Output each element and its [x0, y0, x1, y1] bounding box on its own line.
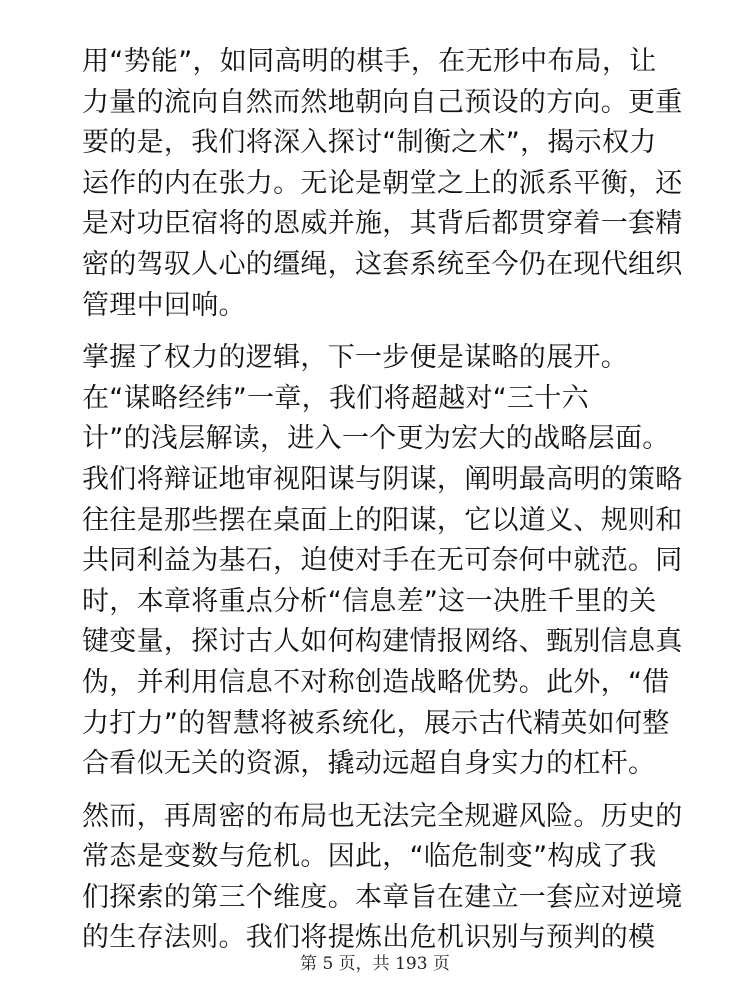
- text-line: 合看似无关的资源，撬动远超自身实力的杠杆。: [82, 748, 656, 780]
- paragraph-spacer: [82, 785, 682, 797]
- text-line: 力打力”的智慧将被系统化，展示古代精英如何整: [82, 707, 670, 739]
- paragraph-1: [82, 42, 682, 326]
- text-line: 们探索的第三个维度。本章旨在建立一套应对逆境: [82, 881, 683, 913]
- text-line: 伪，并利用信息不对称创造战略优势。此外，“借: [82, 666, 670, 698]
- text-line: 要的是，我们将深入探讨“制衡之术”，揭示权力: [82, 127, 657, 159]
- text-line: 运作的内在张力。无论是朝堂之上的派系平衡，还: [82, 167, 683, 199]
- body-text: [82, 42, 682, 959]
- text-line: 常态是变数与危机。因此，“临危制变”构成了我: [82, 841, 657, 873]
- text-line: 在“谋略经纬”一章，我们将超越对“三十六: [82, 382, 589, 414]
- text-line: 往往是那些摆在桌面上的阳谋，它以道义、规则和: [82, 504, 683, 536]
- paragraph-spacer: [82, 326, 682, 338]
- text-line: 是对功臣宿将的恩威并施，其背后都贯穿着一套精: [82, 208, 683, 240]
- paragraph-2: [82, 338, 682, 785]
- text-line: 管理中回响。: [82, 289, 246, 321]
- text-line: 计”的浅层解读，进入一个更为宏大的战略层面。: [82, 423, 670, 455]
- text-line: 用“势能”，如同高明的棋手，在无形中布局，让: [82, 46, 657, 77]
- text-line: 密的驾驭人心的缰绳，这套系统至今仍在现代组织: [82, 248, 683, 280]
- text-line: 然而，再周密的布局也无法完全规避风险。历史的: [82, 800, 683, 832]
- text-line: 键变量，探讨古人如何构建情报网络、甄别信息真: [82, 626, 683, 658]
- text-line: 的生存法则。我们将提炼出危机识别与预判的模: [82, 922, 656, 954]
- text-line: 我们将辩证地审视阳谋与阴谋，阐明最高明的策略: [82, 463, 683, 495]
- text-line: 时，本章将重点分析“信息差”这一决胜千里的关: [82, 585, 657, 617]
- paragraph-3: [82, 797, 682, 959]
- text-line: 共同利益为基石，迫使对手在无可奈何中就范。同: [82, 545, 683, 577]
- text-line: 力量的流向自然而然地朝向自己预设的方向。更重: [82, 86, 683, 118]
- text-line: 掌握了权力的逻辑，下一步便是谋略的展开。: [82, 342, 628, 374]
- page-number-footer: 第 5 页，共 193 页: [300, 954, 450, 974]
